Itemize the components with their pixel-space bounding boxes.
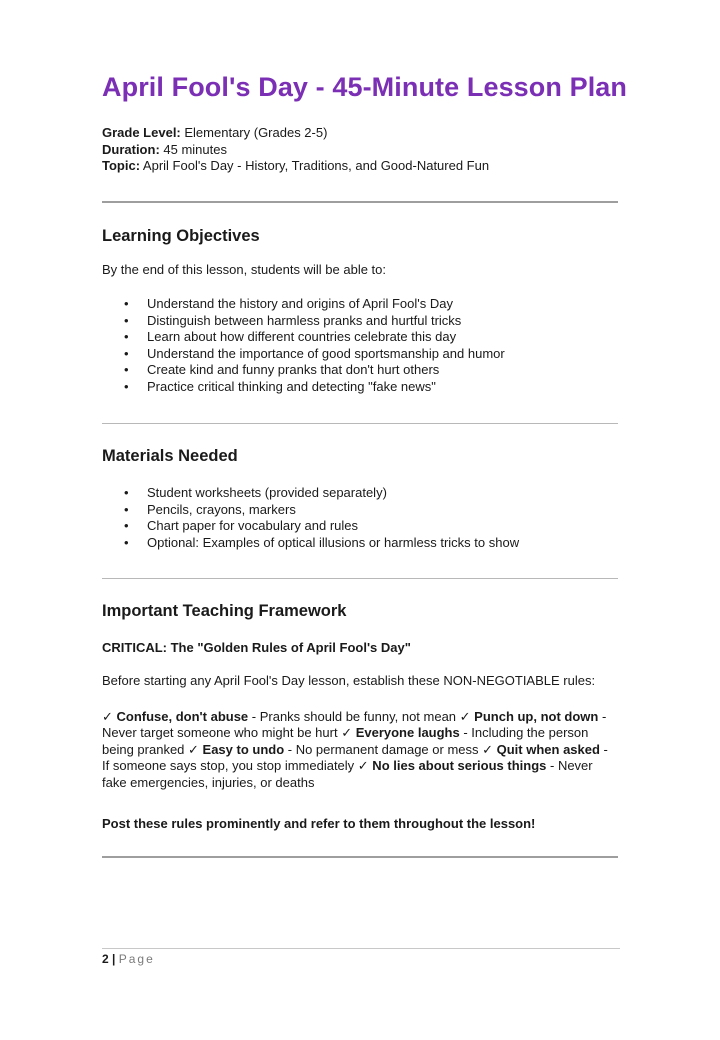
objectives-heading: Learning Objectives [102, 227, 260, 245]
footer-divider [102, 948, 620, 949]
materials-list [102, 485, 519, 551]
duration-value: 45 minutes [159, 141, 227, 157]
section-divider [102, 578, 618, 579]
rule-text: - Never [546, 758, 593, 774]
grade-level-value: Elementary (Grades 2-5) [180, 125, 328, 140]
materials-heading: Materials Needed [102, 447, 238, 465]
duration-label: Duration: [102, 141, 160, 157]
rules-line [102, 725, 618, 741]
rule-text: - Including the person [459, 725, 589, 741]
rule-text: - Pranks should be funny, not mean [248, 709, 460, 724]
rule-text: Never target someone who might be hurt [102, 725, 342, 741]
framework-heading: Important Teaching Framework [102, 602, 347, 620]
page-number: 2 [102, 952, 109, 966]
critical-subheading: CRITICAL: The "Golden Rules of April Fool's Day" [102, 640, 411, 655]
topic-label: Topic: [102, 158, 141, 173]
rule-text: - No permanent damage or mess [284, 741, 483, 757]
rule-text: - [598, 709, 607, 724]
topic-line [102, 158, 489, 175]
rules-line [102, 758, 618, 774]
page-title: April Fool's Day - 45-Minute Lesson Plan [102, 72, 628, 102]
page-footer [102, 952, 155, 966]
duration-line [102, 142, 489, 159]
rule-title: ✓ Quit when asked [482, 741, 600, 757]
section-divider [102, 423, 618, 424]
grade-level-label: Grade Level: [102, 125, 181, 140]
list-item: • Distinguish between harmless pranks and hurtful tricks [102, 313, 505, 330]
list-item: • Pencils, crayons, markers [102, 502, 519, 519]
golden-rules [102, 709, 618, 791]
rules-line [102, 742, 618, 758]
framework-intro: Before starting any April Fool's Day lesson, establish these NON-NEGOTIABLE rules: [102, 673, 596, 688]
post-rules-note: Post these rules prominently and refer to them throughout the lesson! [102, 816, 536, 831]
objectives-list [102, 296, 505, 395]
rule-title: ✓ Easy to undo [188, 741, 285, 757]
rule-text: fake emergencies, injuries, or deaths [102, 774, 315, 790]
list-item: • Understand the history and origins of April Fool's Day [102, 296, 505, 313]
rules-line [102, 775, 618, 791]
rule-title: ✓ No lies about serious things [357, 758, 547, 774]
section-divider [102, 201, 618, 203]
objectives-intro: By the end of this lesson, students will be able to: [102, 262, 387, 277]
lesson-meta [102, 125, 489, 175]
page-word: Page [118, 952, 155, 966]
list-item: • Understand the importance of good sportsmanship and humor [102, 346, 505, 363]
list-item: • Chart paper for vocabulary and rules [102, 518, 519, 535]
section-divider [102, 856, 618, 858]
list-item: • Student worksheets (provided separately) [102, 485, 519, 502]
rule-text: If someone says stop, you stop immediately [102, 758, 358, 774]
rule-title: ✓ Everyone laughs [341, 725, 460, 741]
rules-line [102, 709, 618, 725]
rule-text: being pranked [102, 741, 189, 757]
rule-text: - [599, 741, 608, 757]
footer-separator: | [112, 952, 116, 966]
list-item: • Create kind and funny pranks that don't hurt others [102, 362, 505, 379]
list-item: • Learn about how different countries celebrate this day [102, 329, 505, 346]
grade-level-line [102, 125, 489, 142]
rule-title: ✓ Punch up, not down [459, 709, 599, 724]
topic-value: April Fool's Day - History, Traditions, and Good-Natured Fun [140, 158, 490, 173]
list-item: • Optional: Examples of optical illusions or harmless tricks to show [102, 535, 519, 552]
list-item: • Practice critical thinking and detecting "fake news" [102, 379, 505, 396]
rule-title: ✓ Confuse, don't abuse [102, 709, 249, 724]
